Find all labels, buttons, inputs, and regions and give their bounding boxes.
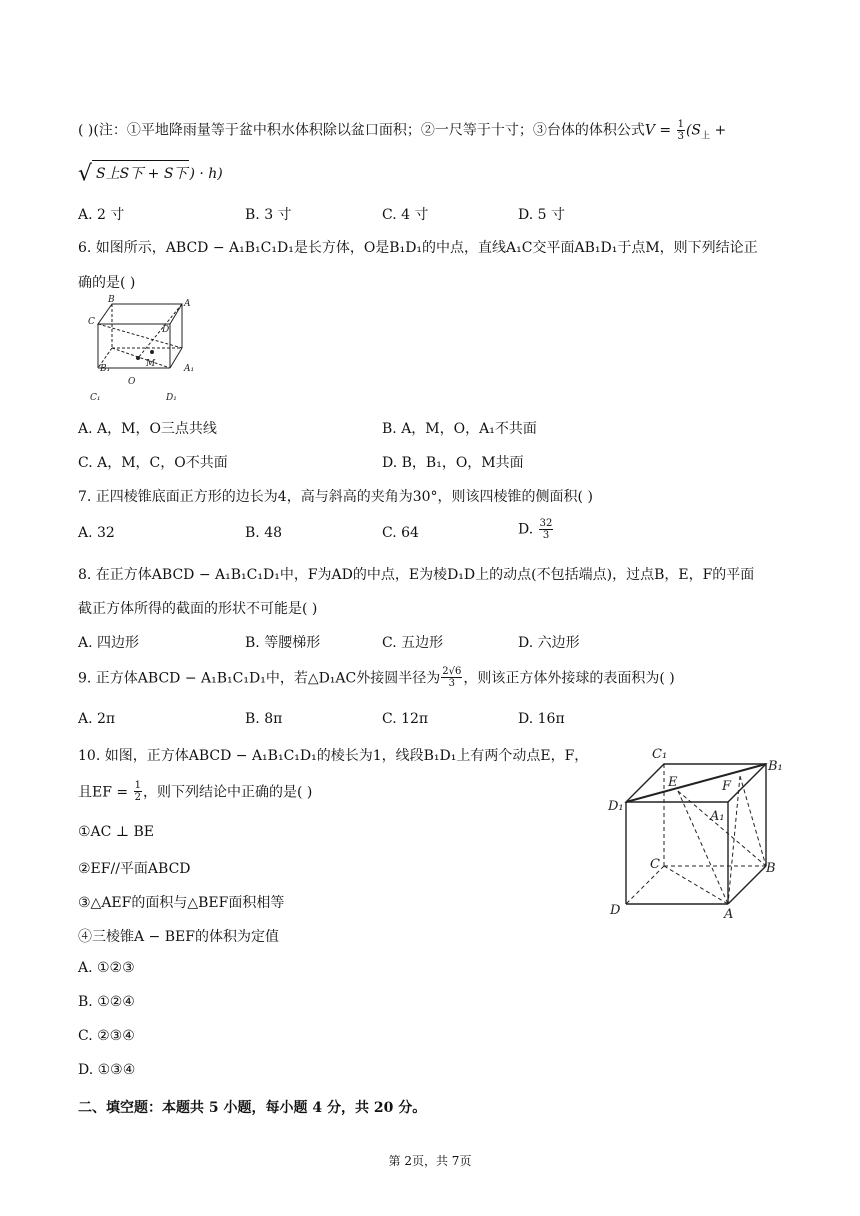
svg-text:A: A [724,907,734,922]
q8-stem-line1: 8. 在正方体ABCD − A₁B₁C₁D₁中，F为AD的中点，E为棱D₁D上的动点(不包括端点)，过点B，E，F的平面 [78,567,755,583]
q8-option-a: A. 四边形 [78,635,140,651]
q9-stem: 9. 正方体ABCD − A₁B₁C₁D₁中，若△D₁AC外接圆半径为 $\frac{2√6}{3}$ ，则该正方体外接球的表面积为( ) [78,666,675,689]
q10-item-4: ④三棱锥A − BEF的体积为定值 [78,929,279,945]
svg-text:O: O [128,377,136,387]
q8-option-d: D. 六边形 [518,635,580,651]
q7-option-c: C. 64 [382,525,419,541]
q5-option-c: C. 4 寸 [382,207,429,223]
svg-text:D: D [162,325,170,335]
q5-formula-s: (S [685,122,702,139]
q6-cuboid-figure [82,295,195,406]
q5-sub-up: 上 [701,131,711,142]
svg-text:F: F [722,779,732,794]
q5-note2: ；②一尺等于十寸；③台体的体积公式 [406,122,645,139]
q10-stem-line2: 且EF = $\frac{1}{2}$ ，则下列结论中正确的是( ) [78,780,313,803]
svg-text:M: M [146,359,156,369]
q7-option-b: B. 48 [245,525,283,541]
svg-text:B₁: B₁ [100,364,111,374]
q5-prefix: ( )(注： [78,122,127,139]
q7-option-a: A. 32 [78,525,115,541]
svg-text:E: E [668,775,678,790]
q5-option-d: D. 5 寸 [518,207,565,223]
q5-sqrt: S上S下 + S下 [92,160,189,183]
q10-option-b: B. ①②④ [78,994,135,1010]
q5-plus: + [710,122,727,139]
q6-option-a: A. A，M，O三点共线 [78,421,217,437]
q5-option-a: A. 2 寸 [78,207,125,223]
q9-option-c: C. 12π [382,711,429,727]
svg-text:D₁: D₁ [166,393,177,403]
q5-formula-line2: √ S上S下 + S下 ) · h) [78,161,223,187]
q8-option-b: B. 等腰梯形 [245,635,321,651]
q5-stem [78,119,726,142]
q10-cube-figure [606,740,786,920]
svg-text:B: B [108,295,115,305]
q6-option-b: B. A，M，O，A₁不共面 [382,421,537,437]
q5-note1: ①平地降雨量等于盆中积水体积除以盆口面积 [126,122,407,139]
section-heading-fill-in: 二、填空题：本题共 5 小题，每小题 4 分，共 20 分。 [78,1100,427,1116]
q5-formula-tail: ) · h) [189,166,223,182]
q8-stem-line2: 截正方体所得的截面的形状不可能是( ) [78,601,318,617]
svg-text:D₁: D₁ [608,799,624,814]
svg-text:A₁: A₁ [184,364,195,374]
svg-text:C₁: C₁ [652,747,668,762]
page-footer: 第 2页，共 7页 [388,1154,472,1168]
svg-text:C: C [650,857,660,872]
q10-stem-line1: 10. 如图，正方体ABCD − A₁B₁C₁D₁的棱长为1，线段B₁D₁上有两个动点E，F， [78,748,589,764]
q5-fraction: $\frac{1}{3}$ [677,119,684,142]
q6-option-c: C. A，M，C，O不共面 [78,455,228,471]
q9-option-b: B. 8π [245,711,283,727]
q10-option-c: C. ②③④ [78,1028,135,1044]
q6-stem-line2: 确的是( ) [78,275,136,291]
svg-text:C: C [88,317,95,327]
q10-item-3: ③△AEF的面积与△BEF面积相等 [78,895,285,911]
svg-text:B: B [766,861,776,876]
q10-option-d: D. ①③④ [78,1062,136,1078]
q6-stem-line1: 6. 如图所示，ABCD − A₁B₁C₁D₁是长方体，O是B₁D₁的中点，直线A₁C交平面AB₁D₁于点M，则下列结论正 [78,240,758,256]
svg-text:A₁: A₁ [710,809,725,824]
q10-option-a: A. ①②③ [78,960,135,976]
q8-option-c: C. 五边形 [382,635,444,651]
svg-text:A: A [184,299,191,309]
q5-option-b: B. 3 寸 [245,207,292,223]
svg-text:B₁: B₁ [768,759,783,774]
q7-stem: 7. 正四棱锥底面正方形的边长为4，高与斜高的夹角为30°，则该四棱锥的侧面积( ) [78,489,593,505]
q9-option-d: D. 16π [518,711,565,727]
svg-text:D: D [610,903,621,918]
q7-option-d: D. $\frac{32}{3}$ [518,518,553,541]
q9-option-a: A. 2π [78,711,116,727]
q10-item-2: ②EF//平面ABCD [78,861,191,877]
q6-option-d: D. B，B₁，O，M共面 [382,455,524,471]
q5-formula-v: V = [644,122,676,139]
q10-item-1: ①AC ⊥ BE [78,824,154,840]
svg-text:C₁: C₁ [90,393,101,403]
